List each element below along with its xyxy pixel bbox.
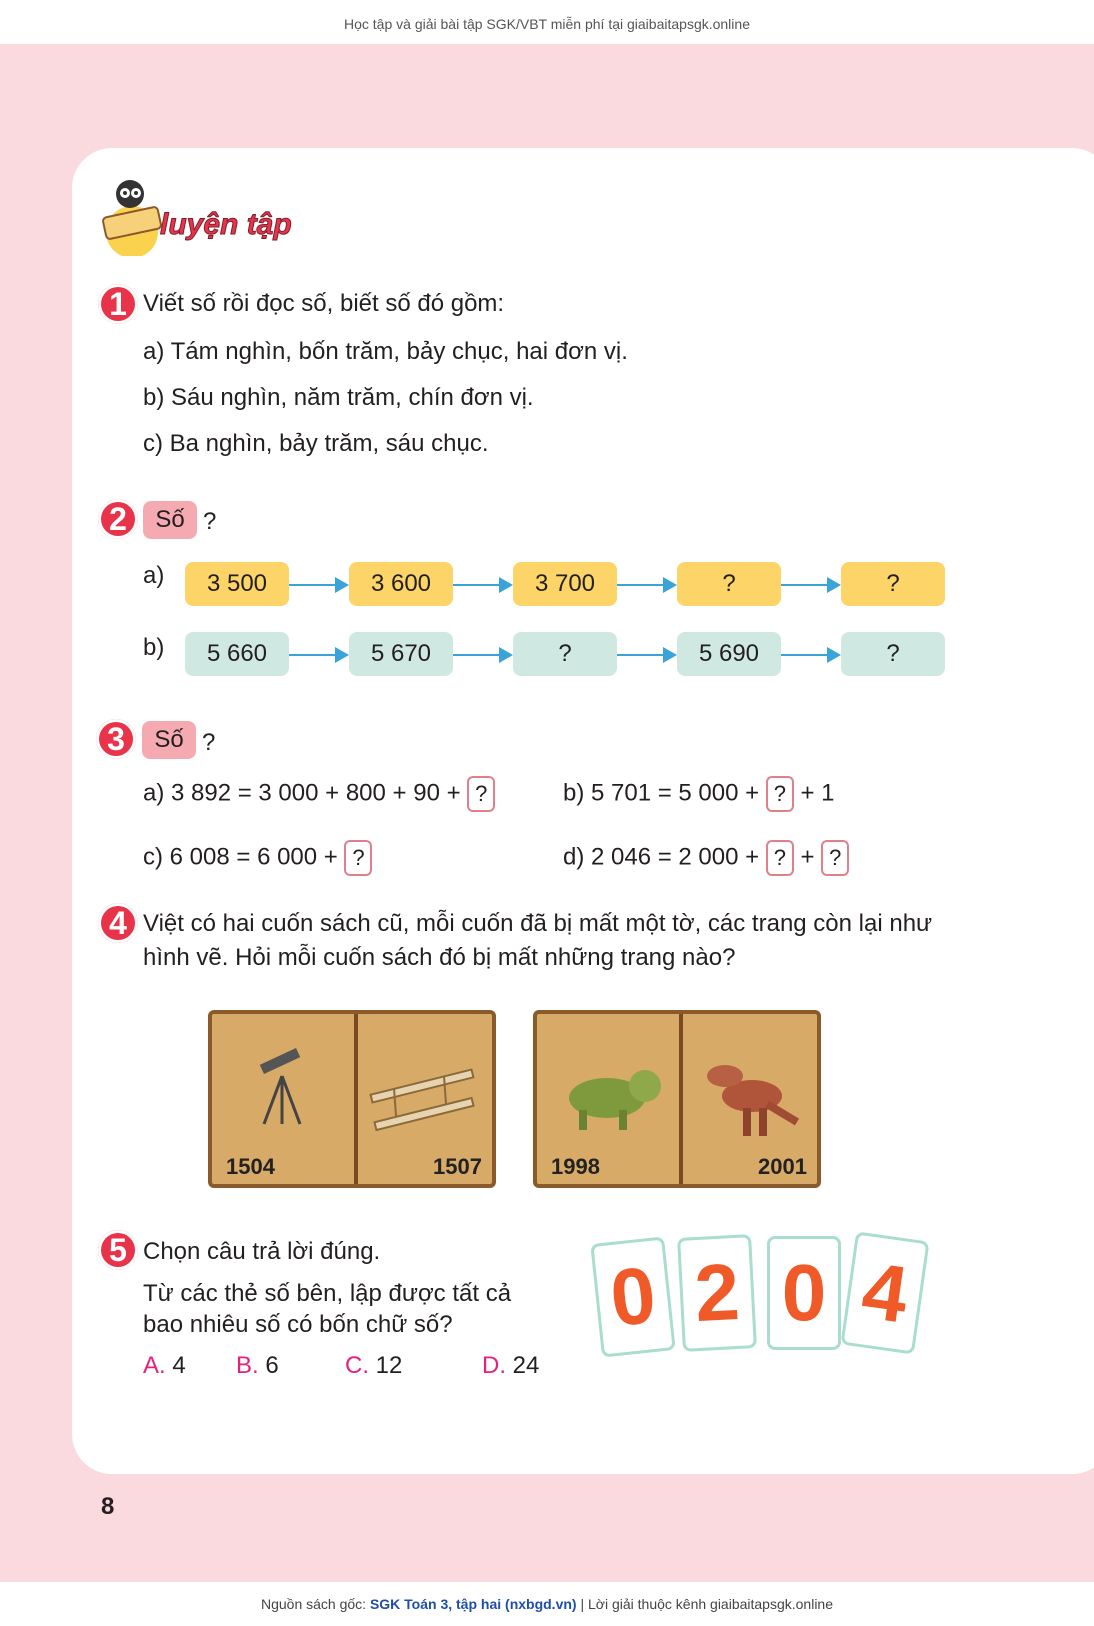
triceratops-icon (557, 1054, 667, 1139)
exercise-3-so-chip: Số (142, 721, 196, 759)
airplane-icon (364, 1062, 484, 1147)
exercise-3-item-a (143, 776, 495, 812)
telescope-icon (252, 1048, 312, 1133)
exercise-2-so-chip: Số (143, 501, 197, 539)
row-a-box-1: 3 500 (185, 562, 289, 606)
book-2-right-page: 2001 (758, 1154, 807, 1179)
exercise-3-c-text: c) 6 008 = 6 000 + (143, 843, 345, 871)
number-card-2: 2 (677, 1234, 757, 1352)
book-2-left-page: 1998 (551, 1154, 600, 1179)
option-value: 12 (375, 1352, 403, 1379)
section-title: luyện tập (160, 208, 292, 241)
answer-box[interactable]: ? (467, 776, 495, 812)
book-1-right-page: 1507 (433, 1154, 482, 1179)
exercise-5-line-2: bao nhiêu số có bốn chữ số? (143, 1311, 453, 1338)
exercise-4-line-1: Việt có hai cuốn sách cũ, mỗi cuốn đã bị mất một tờ, các trang còn lại như (143, 910, 933, 937)
option-value: 4 (172, 1352, 186, 1379)
row-a-box-4[interactable]: ? (677, 562, 781, 606)
option-letter: C. (345, 1352, 369, 1379)
row-b-box-2: 5 670 (349, 632, 453, 676)
row-a-box-3: 3 700 (513, 562, 617, 606)
option-value: 24 (512, 1352, 540, 1379)
exercise-3-item-c (143, 840, 372, 876)
exercise-2-row-b-label: b) (143, 634, 165, 661)
row-b-box-3[interactable]: ? (513, 632, 617, 676)
exercise-3-b-pre: b) 5 701 = 5 000 + (563, 779, 766, 807)
option-a[interactable] (143, 1352, 186, 1380)
book-spine (354, 1014, 358, 1184)
exercise-1-item-a: a) Tám nghìn, bốn trăm, bảy chục, hai đơn vị. (143, 338, 628, 365)
exercise-1-prompt: Viết số rồi đọc số, biết số đó gồm: (143, 290, 505, 317)
exercise-3-item-d (563, 840, 849, 876)
exercise-3-badge: 3 (96, 719, 136, 759)
row-a-arrow-3 (617, 584, 675, 586)
exercise-4-line-2: hình vẽ. Hỏi mỗi cuốn sách đó bị mất những trang nào? (143, 944, 736, 971)
exercise-3-d-pre: d) 2 046 = 2 000 + (563, 843, 766, 871)
exercise-2-question-mark: ? (203, 508, 217, 535)
answer-box[interactable]: ? (766, 840, 794, 876)
row-b-box-4: 5 690 (677, 632, 781, 676)
exercise-4-badge: 4 (98, 903, 138, 943)
option-c[interactable] (345, 1352, 402, 1380)
exercise-3-a-text: a) 3 892 = 3 000 + 800 + 90 + (143, 779, 468, 807)
number-card-4: 4 (840, 1231, 929, 1354)
option-letter: D. (482, 1352, 506, 1379)
exercise-3-b-post: + 1 (793, 779, 835, 807)
mascot-icon (96, 176, 166, 256)
book-spine (679, 1014, 683, 1184)
exercise-5-line-1: Từ các thẻ số bên, lập được tất cả (143, 1280, 512, 1307)
exercise-3-d-mid: + (793, 843, 822, 871)
page-number: 8 (101, 1493, 115, 1520)
header-note: Học tập và giải bài tập SGK/VBT miễn phí tại giaibaitapsgk.online (0, 0, 1094, 44)
book-1 (208, 1010, 496, 1188)
row-a-arrow-2 (453, 584, 511, 586)
number-card-3: 0 (767, 1236, 841, 1350)
option-letter: A. (143, 1352, 166, 1379)
option-b[interactable] (236, 1352, 279, 1380)
exercise-3-question-mark: ? (202, 729, 216, 756)
book-1-left-page: 1504 (226, 1154, 275, 1179)
footer-source-link[interactable]: SGK Toán 3, tập hai (nxbgd.vn) (369, 1596, 577, 1612)
exercise-5-prompt: Chọn câu trả lời đúng. (143, 1238, 381, 1265)
number-card-1: 0 (590, 1236, 676, 1357)
exercise-1-badge: 1 (98, 284, 138, 324)
option-d[interactable] (482, 1352, 539, 1380)
answer-box[interactable]: ? (821, 840, 849, 876)
row-b-box-1: 5 660 (185, 632, 289, 676)
footer-prefix: Nguồn sách gốc: (260, 1596, 370, 1612)
row-a-box-2: 3 600 (349, 562, 453, 606)
exercise-5-badge: 5 (98, 1230, 138, 1270)
row-a-arrow-4 (781, 584, 839, 586)
row-b-box-5[interactable]: ? (841, 632, 945, 676)
answer-box[interactable]: ? (344, 840, 372, 876)
answer-box[interactable]: ? (766, 776, 794, 812)
exercise-2-row-a-label: a) (143, 562, 165, 589)
footer-note (0, 1582, 1094, 1626)
book-2 (533, 1010, 821, 1188)
exercise-1-item-c: c) Ba nghìn, bảy trăm, sáu chục. (143, 430, 489, 457)
option-letter: B. (236, 1352, 259, 1379)
row-b-arrow-2 (453, 654, 511, 656)
row-a-box-5[interactable]: ? (841, 562, 945, 606)
exercise-2-badge: 2 (98, 499, 138, 539)
option-value: 6 (265, 1352, 279, 1379)
row-b-arrow-1 (289, 654, 347, 656)
footer-suffix: | Lời giải thuộc kênh giaibaitapsgk.online (576, 1596, 834, 1612)
row-b-arrow-3 (617, 654, 675, 656)
row-a-arrow-1 (289, 584, 347, 586)
exercise-1-item-b: b) Sáu nghìn, năm trăm, chín đơn vị. (143, 384, 534, 411)
row-b-arrow-4 (781, 654, 839, 656)
t-rex-icon (697, 1052, 807, 1147)
exercise-3-item-b (563, 776, 835, 812)
